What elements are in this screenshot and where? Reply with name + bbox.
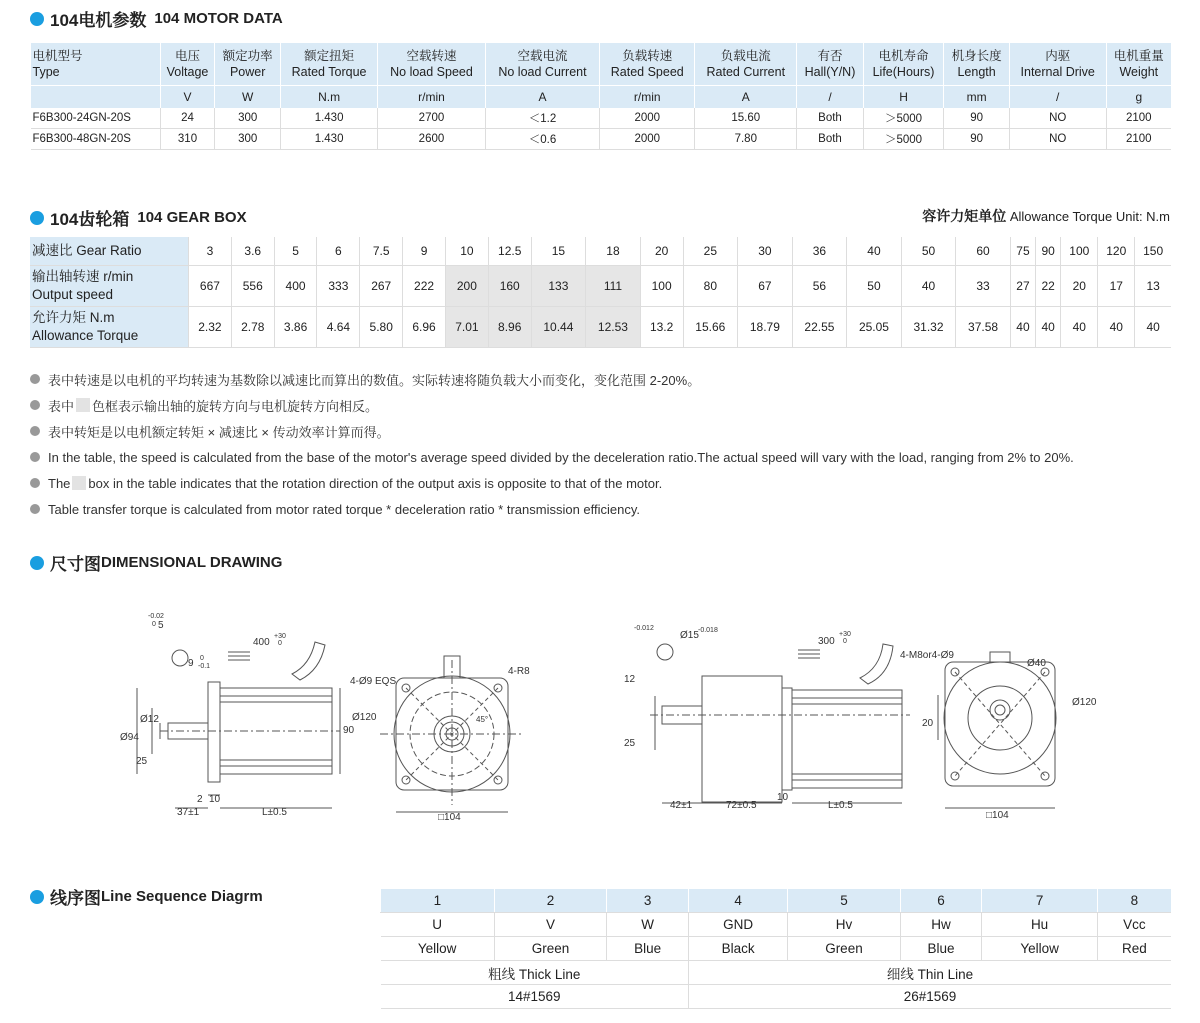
motor-header-en: Weight [1119, 65, 1159, 79]
motor-header-en: No load Speed [390, 65, 473, 79]
motor-cell: 7.80 [695, 129, 797, 150]
bullet-icon [30, 426, 40, 436]
dim-10-2: 10 [777, 792, 789, 803]
motor-header-cell [863, 43, 944, 86]
gear-ratio-cell: 9 [403, 237, 446, 266]
motor-header-cn: 空载电流 [517, 49, 568, 63]
motor-cell: NO [1009, 129, 1106, 150]
gear-ratio-cell: 36 [792, 237, 847, 266]
allowance-torque-cell: 4.64 [317, 307, 360, 348]
motor-header-cell [944, 43, 1009, 86]
motor-cell: 300 [215, 129, 280, 150]
motor-title-en: 104 MOTOR DATA [154, 10, 283, 27]
dim-holes-1: 4-Ø9 EQS [350, 676, 397, 687]
dim-90: 90 [343, 725, 355, 736]
motor-header-cn: 额定扭矩 [304, 49, 355, 63]
dim-dia-120-1: Ø120 [352, 712, 377, 723]
output-speed-cell: 20 [1061, 266, 1098, 307]
dim-45-deg: 45° [476, 715, 489, 724]
motor-section-title [30, 6, 283, 31]
allowance-torque-label-cn: 允许力矩 N.m [32, 310, 115, 325]
allowance-torque-cell: 10.44 [531, 307, 586, 348]
dim-dia-15: Ø15 [680, 630, 699, 641]
output-speed-cell: 67 [738, 266, 793, 307]
bullet-icon [30, 890, 44, 904]
wire-colors-cell: Black [689, 937, 788, 961]
allowance-torque-cell: 40 [1098, 307, 1135, 348]
torque-unit-en: Allowance Torque Unit: N.m [1009, 209, 1170, 224]
gear-ratio-cell: 3 [189, 237, 232, 266]
wire-title-en: Line Sequence Diagrm [101, 888, 263, 905]
allowance-torque-cell: 7.01 [445, 307, 488, 348]
gear-ratio-cell: 25 [683, 237, 738, 266]
dim-tol-30-top-1: +30 [274, 633, 286, 640]
motor-unit-cell: g [1106, 86, 1171, 109]
motor-header-en: Power [229, 65, 266, 79]
gear-ratio-cell: 7.5 [360, 237, 403, 266]
dim-tol-002-top: -0.02 [148, 613, 164, 620]
motor-unit-cell: r/min [600, 86, 695, 109]
output-speed-cell: 267 [360, 266, 403, 307]
motor-header-cell [695, 43, 797, 86]
wire-numbers-cell: 5 [788, 889, 900, 913]
gear-title-en: 104 GEAR BOX [137, 209, 247, 226]
allowance-torque-cell: 25.05 [847, 307, 902, 348]
allowance-torque-cell: 2.32 [189, 307, 232, 348]
motor1-cable [292, 642, 325, 680]
note-en-1: In the table, the speed is calculated from the base of the motor's average speed divided by the deceleration ratio.The actual speed will vary with the load, ranging from 2% to 20%. [48, 449, 1074, 465]
note-item [30, 444, 1074, 470]
motor-cell: 1.430 [280, 129, 377, 150]
motor-cell: 300 [215, 108, 280, 129]
output-speed-cell: 27 [1010, 266, 1035, 307]
allowance-torque-cell: 8.96 [488, 307, 531, 348]
note-item [30, 418, 1074, 444]
output-speed-cell: 160 [488, 266, 531, 307]
note-cn-1: 表中转速是以电机的平均转速为基数除以减速比而算出的数值。实际转速将随负载大小而变化，变化范围 2-20%。 [48, 372, 701, 388]
gear-ratio-cell: 150 [1135, 237, 1171, 266]
note-item [30, 470, 1074, 496]
wire-colors-cell: Green [494, 937, 606, 961]
motor-cell: ＞5000 [863, 129, 944, 150]
wire-numbers-cell: 2 [494, 889, 606, 913]
drawing-dimension-labels [120, 613, 1097, 823]
dim-tol-018: -0.018 [698, 627, 718, 634]
wire-colors-cell: Green [788, 937, 900, 961]
motor-header-en: Voltage [166, 65, 209, 79]
thin-line-spec: 26#1569 [689, 985, 1171, 1009]
wire-numbers-cell: 7 [982, 889, 1097, 913]
motor-table-row [31, 129, 1172, 150]
dim-9: 9 [188, 658, 194, 669]
note-en-2a: The [48, 475, 71, 491]
thin-line-label: 细线 Thin Line [689, 961, 1171, 985]
motor-cell: 24 [160, 108, 215, 129]
dim-tol-002-bot: 0 [152, 621, 156, 628]
dim-5: 5 [158, 620, 164, 631]
dim-tol-30-top-2: +30 [839, 631, 851, 638]
motor-header-cell [160, 43, 215, 86]
motor-unit-cell: A [695, 86, 797, 109]
wire-numbers-cell: 1 [381, 889, 495, 913]
gear-ratio-cell: 75 [1010, 237, 1035, 266]
gearbox-body [702, 676, 782, 802]
output-speed-cell: 133 [531, 266, 586, 307]
dim-cable-length-2: 300 [818, 636, 835, 647]
motor1-flange [208, 682, 220, 782]
note-item [30, 366, 1074, 392]
dim-tol-30-bot-1: 0 [278, 640, 282, 647]
output-speed-cell: 13 [1135, 266, 1171, 307]
gear-ratio-cell: 12.5 [488, 237, 531, 266]
allowance-torque-cell: 15.66 [683, 307, 738, 348]
motor-unit-cell: H [863, 86, 944, 109]
bullet-icon [30, 211, 44, 225]
gear-ratio-cell: 120 [1098, 237, 1135, 266]
dim-dia-12-1: Ø12 [140, 714, 159, 725]
wire-colors-cell: Blue [607, 937, 689, 961]
motor-unit-cell: / [1009, 86, 1106, 109]
motor-header-en: No load Current [498, 65, 587, 79]
wire-signals-cell: Hu [982, 913, 1097, 937]
notes-list [30, 366, 1074, 522]
wire-signals-cell: U [381, 913, 495, 937]
output-speed-cell: 333 [317, 266, 360, 307]
motor-cell: ＞5000 [863, 108, 944, 129]
wire-signals-cell: Hw [900, 913, 982, 937]
dim-25-1: 25 [136, 756, 148, 767]
thick-line-label: 粗线 Thick Line [381, 961, 689, 985]
allowance-torque-cell: 37.58 [956, 307, 1011, 348]
gear-ratio-cell: 50 [901, 237, 956, 266]
note-item [30, 392, 1074, 418]
motor-header-en: Rated Torque [291, 65, 367, 79]
motor-table-row [31, 108, 1172, 129]
wire-signals-cell: Hv [788, 913, 900, 937]
line-sequence-table [380, 889, 1171, 1009]
motor-cell: 2000 [600, 108, 695, 129]
output-speed-cell: 556 [231, 266, 274, 307]
output-speed-label-cn: 输出轴转速 r/min [32, 269, 134, 284]
motor-header-cn: 负载电流 [720, 49, 771, 63]
motor-title-cn: 104电机参数 [50, 11, 147, 30]
motor2-body [792, 690, 902, 788]
allowance-torque-cell: 40 [1010, 307, 1035, 348]
allowance-torque-cell: 12.53 [586, 307, 641, 348]
motor-header-cn: 有否 [817, 49, 843, 63]
note-item [30, 496, 1074, 522]
output-speed-cell: 100 [640, 266, 683, 307]
note-en-2b: box in the table indicates that the rotation direction of the output axis is opposite to that of the motor. [88, 475, 663, 491]
motor-header-cn: 机身长度 [951, 49, 1002, 63]
shaded-box-icon [72, 476, 86, 490]
allowance-torque-cell: 13.2 [640, 307, 683, 348]
note-cn-3: 表中转矩是以电机额定转矩 × 减速比 × 传动效率计算而得。 [48, 424, 390, 440]
allowance-torque-label-en: Allowance Torque [32, 328, 139, 343]
motor-header-cn: 空载转速 [406, 49, 457, 63]
gear-ratio-cell: 100 [1061, 237, 1098, 266]
motor-cell: 2100 [1106, 129, 1171, 150]
gear-ratio-cell: 10 [445, 237, 488, 266]
motor-cell: ＜1.2 [485, 108, 600, 129]
dim-square-104-1: □104 [438, 812, 461, 823]
motor-cell: F6B300-48GN-20S [31, 129, 161, 150]
wire-signals-cell: GND [689, 913, 788, 937]
allowance-torque-cell: 40 [1036, 307, 1061, 348]
motor-header-cn: 电压 [175, 49, 201, 63]
motor-unit-cell: A [485, 86, 600, 109]
output-speed-cell: 17 [1098, 266, 1135, 307]
motor-unit-cell: V [160, 86, 215, 109]
motor-unit-cell: mm [944, 86, 1009, 109]
gear-ratio-cell: 6 [317, 237, 360, 266]
wire-numbers-cell: 6 [900, 889, 982, 913]
dim-dia-120-2: Ø120 [1072, 697, 1097, 708]
shaded-box-icon [76, 398, 90, 412]
dim-r8: 4-R8 [508, 666, 530, 677]
torque-unit-cn: 容许力矩单位 [922, 208, 1007, 224]
torque-unit-note [922, 206, 1170, 226]
output-speed-cell: 200 [445, 266, 488, 307]
output-speed-cell: 22 [1036, 266, 1061, 307]
output-speed-cell: 56 [792, 266, 847, 307]
dim-2: 2 [197, 794, 203, 805]
allowance-torque-label [30, 307, 189, 348]
wire-colors-cell: Blue [900, 937, 982, 961]
thick-line-spec: 14#1569 [381, 985, 689, 1009]
motor2-cable [860, 644, 893, 684]
motor-header-en: Rated Current [706, 65, 786, 79]
drawing-title-en: DIMENSIONAL DRAWING [101, 554, 283, 571]
gear-ratio-cell: 18 [586, 237, 641, 266]
allowance-torque-cell: 3.86 [274, 307, 317, 348]
dim-72: 72±0.5 [726, 800, 757, 811]
motor-cell: 2000 [600, 129, 695, 150]
allowance-torque-cell: 40 [1061, 307, 1098, 348]
output-speed-label-en: Output speed [32, 287, 114, 302]
output-speed-cell: 40 [901, 266, 956, 307]
dim-dia-94: Ø94 [120, 732, 139, 743]
motor-cell: 2600 [378, 129, 485, 150]
dim-cable-length-1: 400 [253, 637, 270, 648]
dim-square-104-2: □104 [986, 810, 1009, 821]
wire-section-title [30, 884, 263, 909]
motor-unit-cell: / [797, 86, 863, 109]
motor-cell: 90 [944, 129, 1009, 150]
dim-dia-40: Ø40 [1027, 658, 1046, 669]
motor-header-cell [485, 43, 600, 86]
motor-header-cn: 电机重量 [1113, 49, 1164, 63]
gear-title-cn: 104齿轮箱 [50, 210, 130, 229]
motor-cell: Both [797, 129, 863, 150]
motor-cell: 90 [944, 108, 1009, 129]
dim-20: 20 [922, 718, 934, 729]
bullet-icon [30, 374, 40, 384]
motor-header-en: Length [957, 65, 996, 79]
motor-cell: Both [797, 108, 863, 129]
dim-length-1: L±0.5 [262, 807, 287, 818]
output-speed-cell: 33 [956, 266, 1011, 307]
gear-section-title [30, 205, 247, 230]
dim-25-2: 25 [624, 738, 636, 749]
motor-header-en: Life(Hours) [872, 65, 935, 79]
wire-colors-cell: Yellow [982, 937, 1097, 961]
gear-ratio-cell: 30 [738, 237, 793, 266]
dim-tol-01-top: 0 [200, 655, 204, 662]
note-en-3: Table transfer torque is calculated from motor rated torque * deceleration ratio * transmission efficiency. [48, 501, 641, 517]
wire-numbers-cell: 3 [607, 889, 689, 913]
wire-signals-cell: W [607, 913, 689, 937]
motor-header-cn: 电机型号 [32, 49, 83, 63]
bullet-icon [30, 12, 44, 26]
motor-header-cn: 内驱 [1045, 49, 1071, 63]
motor-unit-cell: W [215, 86, 280, 109]
motor-cell: 2700 [378, 108, 485, 129]
dim-tol-012: -0.012 [634, 625, 654, 632]
output-speed-cell: 50 [847, 266, 902, 307]
motor-header-cell [378, 43, 485, 86]
dim-tol-30-bot-2: 0 [843, 638, 847, 645]
output-speed-cell: 111 [586, 266, 641, 307]
motor-header-en: Hall(Y/N) [804, 65, 856, 79]
dim-length-2: L±0.5 [828, 800, 853, 811]
motor-header-cell [797, 43, 863, 86]
gearbox-front-plate [945, 662, 1055, 786]
motor-cell: F6B300-24GN-20S [31, 108, 161, 129]
motor-header-cell [1106, 43, 1171, 86]
motor-header-cell [215, 43, 280, 86]
wire-numbers-cell: 4 [689, 889, 788, 913]
output-speed-label [30, 266, 189, 307]
allowance-torque-cell: 40 [1135, 307, 1171, 348]
motor-cell: 310 [160, 129, 215, 150]
gear-ratio-cell: 60 [956, 237, 1011, 266]
gear-ratio-cell: 90 [1036, 237, 1061, 266]
gear-box-table [30, 237, 1171, 348]
drawing-title-cn: 尺寸图 [50, 555, 101, 574]
bullet-icon [30, 504, 40, 514]
motor-cell: 15.60 [695, 108, 797, 129]
motor-header-en: Internal Drive [1020, 65, 1095, 79]
motor-header-cn: 电机寿命 [878, 49, 929, 63]
bullet-icon [30, 400, 40, 410]
motor-cell: ＜0.6 [485, 129, 600, 150]
gear-ratio-cell: 3.6 [231, 237, 274, 266]
gear-ratio-cell: 15 [531, 237, 586, 266]
gear-ratio-cell: 5 [274, 237, 317, 266]
wire-colors-cell: Red [1097, 937, 1171, 961]
motor-cell: 2100 [1106, 108, 1171, 129]
dim-42: 42±1 [670, 800, 693, 811]
motor-header-en: Type [32, 65, 60, 79]
dimensional-drawing [0, 590, 1200, 840]
motor-header-cell [1009, 43, 1106, 86]
dim-37: 37±1 [177, 807, 200, 818]
allowance-torque-cell: 5.80 [360, 307, 403, 348]
allowance-torque-cell: 31.32 [901, 307, 956, 348]
motor-unit-cell: r/min [378, 86, 485, 109]
motor-header-cn: 负载转速 [622, 49, 673, 63]
allowance-torque-cell: 18.79 [738, 307, 793, 348]
motor-header-en: Rated Speed [610, 65, 684, 79]
output-speed-cell: 667 [189, 266, 232, 307]
wire-numbers-cell: 8 [1097, 889, 1171, 913]
output-speed-cell: 400 [274, 266, 317, 307]
wire-title-cn: 线序图 [50, 889, 101, 908]
motor-header-cell [600, 43, 695, 86]
motor-cell: NO [1009, 108, 1106, 129]
motor-cell: 1.430 [280, 108, 377, 129]
output-speed-cell: 80 [683, 266, 738, 307]
note-cn-2b: 色框表示输出轴的旋转方向与电机旋转方向相反。 [92, 398, 379, 414]
allowance-torque-cell: 6.96 [403, 307, 446, 348]
motor-unit-cell: N.m [280, 86, 377, 109]
gear-ratio-label: 减速比 Gear Ratio [30, 237, 189, 266]
gear-ratio-cell: 40 [847, 237, 902, 266]
motor-unit-cell [31, 86, 161, 109]
motor-header-cell [31, 43, 161, 86]
motor-header-cell [280, 43, 377, 86]
bullet-icon [30, 478, 40, 488]
output-speed-cell: 222 [403, 266, 446, 307]
allowance-torque-cell: 22.55 [792, 307, 847, 348]
dim-10-1: 10 [209, 794, 221, 805]
dim-12-2: 12 [624, 674, 636, 685]
wire-colors-cell: Yellow [381, 937, 495, 961]
drawing-section-title [30, 550, 282, 575]
bullet-icon [30, 556, 44, 570]
bullet-icon [30, 452, 40, 462]
gear-ratio-cell: 20 [640, 237, 683, 266]
wire-signals-cell: V [494, 913, 606, 937]
dim-tol-01-bot: -0.1 [198, 663, 211, 670]
allowance-torque-cell: 2.78 [231, 307, 274, 348]
note-cn-2a: 表中 [48, 398, 75, 414]
wire-signals-cell: Vcc [1097, 913, 1171, 937]
motor-data-table [30, 43, 1171, 150]
dim-holes-2: 4-M8or4-Ø9 [900, 650, 954, 661]
motor-header-cn: 额定功率 [222, 49, 273, 63]
